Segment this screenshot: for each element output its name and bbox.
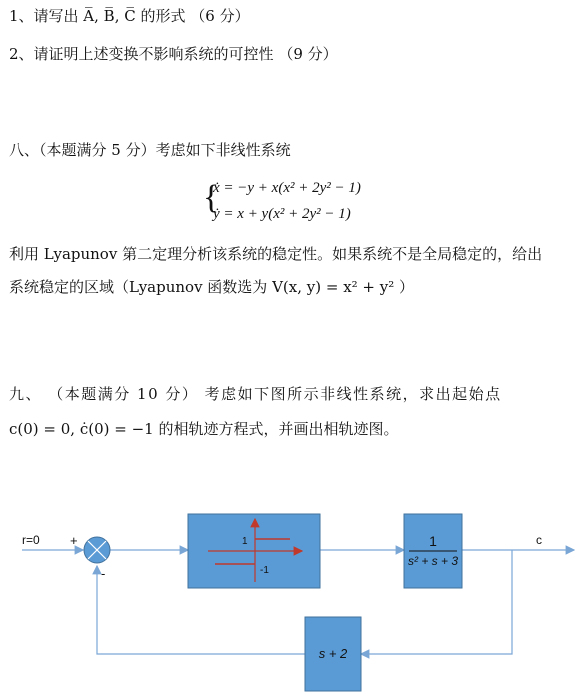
question-8-text-2: 系统稳定的区域（Lyapunov 函数选为 V(x, y) = x² + y² ）: [9, 278, 415, 296]
question-9-text-2: c(0) = 0, ċ(0) = −1 的相轨迹方程式，并画出相轨迹图。: [9, 420, 399, 438]
plus-sign: +: [70, 533, 78, 548]
question-8-title: 八、（本题满分 5 分）考虑如下非线性系统: [9, 141, 291, 159]
equation-1: ẋ = −y + x(x² + 2y² − 1): [213, 180, 361, 196]
feedback-label: s + 2: [318, 646, 348, 661]
question-1: 1、请写出 A̅, B̅, C̅ 的形式 （6 分）: [9, 7, 250, 25]
equation-2: ẏ = x + y(x² + 2y² − 1): [213, 206, 351, 222]
minus-sign: -: [101, 566, 106, 581]
question-9-title: 九、 （本题满分 10 分） 考虑如下图所示非线性系统，求出起始点: [9, 385, 502, 403]
output-label: c: [536, 533, 542, 547]
question-8-text-1: 利用 Lyapunov 第二定理分析该系统的稳定性。如果系统不是全局稳定的，给出: [9, 245, 543, 263]
nl-neg-label: -1: [260, 565, 269, 576]
question-2: 2、请证明上述变换不影响系统的可控性 （9 分）: [9, 45, 338, 63]
equation-brace: {: [203, 179, 220, 216]
nl-pos-label: 1: [242, 536, 248, 547]
tf-denominator: s² + s + 3: [407, 554, 459, 568]
input-label: r=0: [22, 533, 40, 547]
tf-numerator: 1: [429, 533, 437, 549]
